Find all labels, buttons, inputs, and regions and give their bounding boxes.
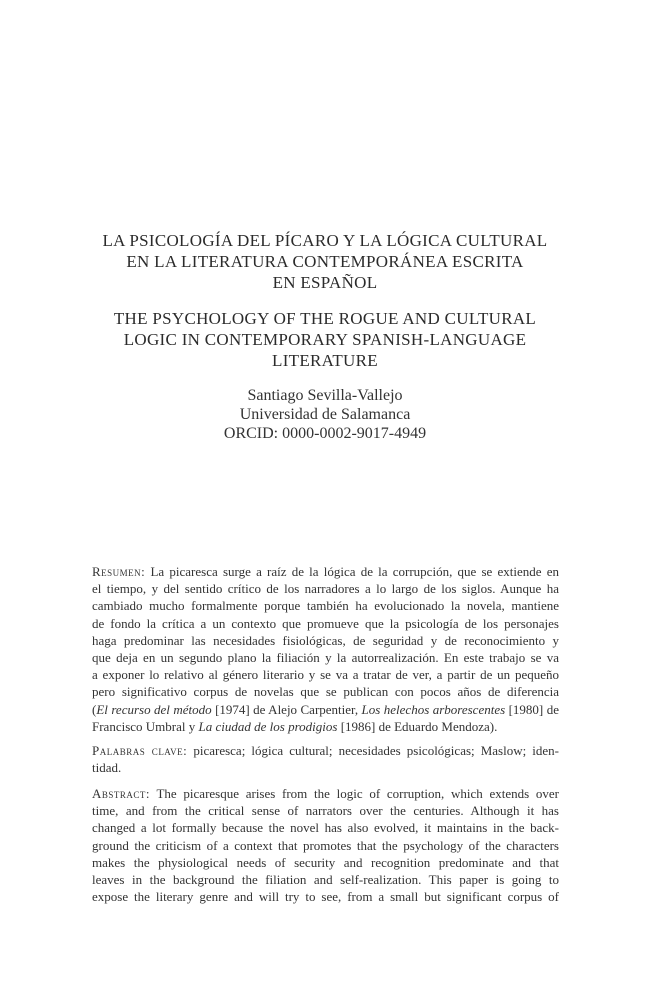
spanish-title — [90, 230, 560, 293]
resumen-line: de fondo la crítica a un contexto que promueve que la psicología de los personajes — [92, 615, 559, 631]
english-title-line: LOGIC IN CONTEMPORARY SPANISH-LANGUAGE — [123, 330, 527, 349]
resumen-line: haga predominar las necesidades fisiológicas, de seguridad y de reconocimiento y — [92, 632, 559, 648]
resumen-line: cambiado mucho formalmente porque también ha evolucionado la novela, mantiene — [92, 598, 559, 614]
resumen-label: Resumen: — [92, 564, 146, 579]
text-fragment: [1980] de — [505, 701, 559, 717]
resumen-line: el tiempo, y del sentido crítico de los narradores a lo largo de los siglos. Aunque ha — [92, 581, 559, 597]
text-fragment: [1986] de Eduardo Mendoza). — [337, 718, 498, 734]
english-title — [90, 308, 560, 371]
text-fragment: [1974] de Alejo Carpentier, — [211, 701, 362, 717]
author-name: Santiago Sevilla-Vallejo — [247, 387, 403, 404]
spanish-title-line: EN ESPAÑOL — [272, 273, 378, 292]
abstract-line: time, and from the critical sense of narrators over the centuries. Although it has — [92, 803, 559, 819]
resumen-paragraph — [92, 563, 559, 735]
keywords-label: Palabras clave: — [92, 743, 188, 758]
resumen-line: a exponer lo relativo al género literario y se va a tratar de ver, a partir de un pequeño — [92, 667, 559, 683]
abstract-line: changed a lot formally because the novel has also evolved, it maintains in the back- — [92, 820, 559, 836]
book-title: Los helechos arborescentes — [361, 701, 506, 717]
spanish-title-line: EN LA LITERATURA CONTEMPORÁNEA ESCRITA — [126, 252, 524, 271]
resumen-line: que deja en un segundo plano la filiación y la autorrealización. En este trabajo se va — [92, 650, 559, 666]
book-title: La ciudad de los prodigios — [198, 718, 338, 734]
abstract-line — [92, 785, 559, 802]
resumen-line — [92, 701, 559, 718]
abstract-line: makes the physiological needs of security and recognition predominate and that — [92, 854, 559, 870]
abstract-text: The picaresque arises from the logic of corruption, which extends over — [150, 786, 559, 801]
resumen-line — [92, 718, 559, 735]
spanish-title-line: LA PSICOLOGÍA DEL PÍCARO Y LA LÓGICA CULTURAL — [102, 231, 548, 250]
keywords-line: tidad. — [92, 760, 122, 776]
keywords-text: picaresca; lógica cultural; necesidades psicológicas; Maslow; iden- — [187, 743, 559, 758]
abstract-paragraph — [92, 785, 559, 905]
text-fragment: ( — [92, 701, 97, 717]
abstract-line: expose the literary genre and will try to see, from a small but significant corpus of — [92, 889, 559, 905]
resumen-line: pero significativo corpus de novelas que se publican con pocos años de diferencia — [92, 684, 559, 700]
author-affiliation: Universidad de Salamanca — [239, 406, 411, 423]
author-block — [90, 386, 560, 443]
resumen-text: La picaresca surge a raíz de la lógica de la corrupción, que se extiende en — [145, 564, 559, 579]
keywords-paragraph — [92, 742, 559, 776]
author-orcid: ORCID: 0000-0002-9017-4949 — [223, 425, 427, 442]
abstract-line: leaves in the background the filiation and self-realization. This paper is going to — [92, 872, 559, 888]
text-fragment: Francisco Umbral y — [92, 718, 199, 734]
book-title: El recurso del método — [96, 701, 212, 717]
abstract-label: Abstract: — [92, 786, 151, 801]
english-title-line: LITERATURE — [272, 351, 378, 370]
english-title-line: THE PSYCHOLOGY OF THE ROGUE AND CULTURAL — [113, 309, 537, 328]
keywords-line — [92, 742, 559, 759]
resumen-line — [92, 563, 559, 580]
abstract-line: ground the criticism of a context that promotes that the psychology of the characters — [92, 837, 559, 853]
